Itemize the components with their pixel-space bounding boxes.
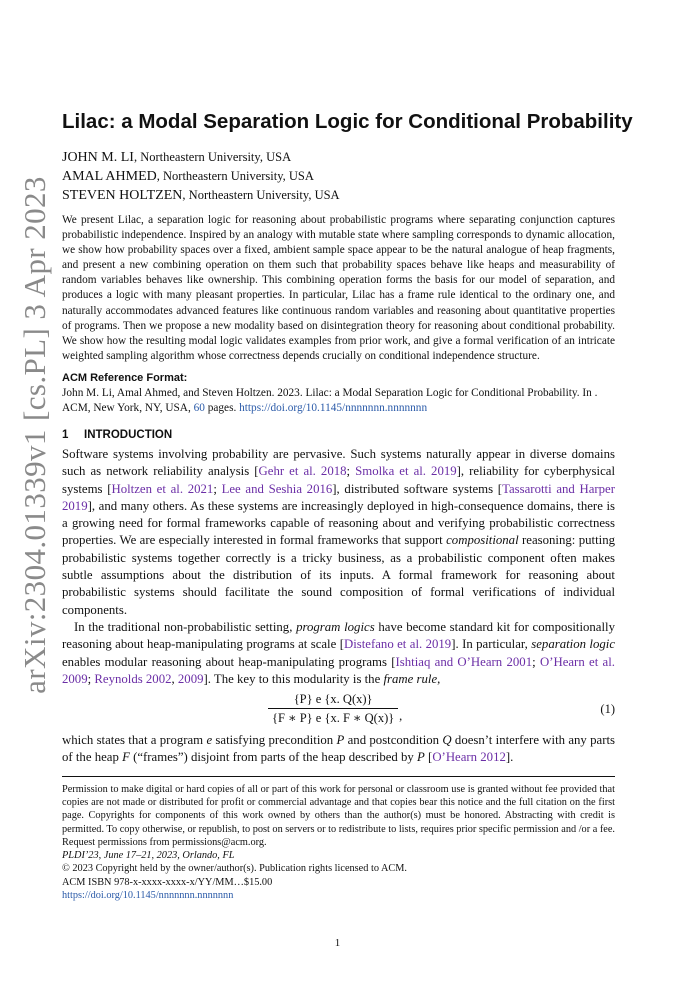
page-number: 1	[334, 937, 341, 949]
author-list	[62, 148, 615, 205]
footnote-doi-link[interactable]: https://doi.org/10.1145/nnnnnnn.nnnnnnn	[62, 890, 234, 902]
footnote-divider	[62, 776, 615, 777]
permission-notice: Permission to make digital or hard copies of all or part of this work for personal or classroom use is granted without fee provided that copies are not made or distributed for profit or commercial advantage and that copies bear this notice and the full citation on the first page. Copyrights for components of this work owned by others than the author(s) must be honored. Abstracting with credit is permitted. To copy otherwise, or republish, to post on servers or to redistribute to lists, requires prior specific permission and /or a fee. Request permissions from permissions@acm.org.	[62, 783, 615, 848]
text-run: [	[424, 750, 433, 765]
citation-link[interactable]: Gehr et al. 2018	[258, 464, 347, 479]
frame-rule-equation	[62, 690, 615, 732]
emphasis: program logics	[296, 619, 375, 634]
citation-link[interactable]: Lee and Seshia 2016	[221, 481, 333, 496]
text-run: satisfying precondition	[212, 733, 337, 748]
text-run: which states that a program	[62, 733, 207, 748]
intro-paragraph-3	[62, 732, 615, 767]
author-entry: JOHN M. LI, Northeastern University, USA	[62, 150, 292, 165]
text-run: ]. The key to this modularity is the	[203, 671, 384, 686]
paper-title: Lilac: a Modal Separation Logic for Conditional Probability	[62, 110, 633, 133]
abstract: We present Lilac, a separation logic for reasoning about probabilistic programs where separating conjunction captures probabilistic independence. Inspired by an analogy with mutable state where sampling corresponds to dynamic allocation, we show how probability spaces over a fixed, ambient sample space appear to be the natural analogue of heap fragments, and present a new combining operation on them such that probability spaces behave like heaps and measurability of random variables behaves like ownership. This combining operation forms the basis for our model of separation, and produces a logic with many pleasant properties. In particular, Lilac has a frame rule identical to the ordinary one, and naturally accommodates advanced features like continuous random variables and reasoning about quantitative properties of programs. Then we propose a new modality based on disintegration theory for reasoning about conditional probability. We show how the resulting modal logic validates examples from prior work, and give a formal verification of an intricate weighted sampling algorithm whose correctness depends crucially on conditional independence structure.	[62, 214, 615, 362]
text-run: ]. In particular,	[451, 637, 532, 652]
citation-link[interactable]: Holtzen et al. 2021	[111, 481, 214, 496]
paper-page	[62, 110, 633, 902]
isbn-line: ACM ISBN 978-x-xxxx-xxxx-x/YY/MM…$15.00	[62, 876, 273, 888]
arxiv-identifier: arXiv:2304.01339v1 [cs.PL] 3 Apr 2023	[17, 176, 52, 694]
equation-denominator: {F ∗ P} e {x. F ∗ Q(x)}	[272, 711, 395, 726]
emphasis: compositional	[446, 533, 519, 548]
author-affiliation: Northeastern University, USA	[163, 169, 314, 183]
doi-link[interactable]: https://doi.org/10.1145/nnnnnnn.nnnnnnn	[239, 401, 428, 414]
citation-link[interactable]: 2009	[177, 671, 204, 686]
intro-paragraph-1	[62, 446, 615, 619]
acm-ref-citation: John M. Li, Amal Ahmed, and Steven Holtzen. 2023. Lilac: a Modal Separation Logic for Conditional Probability. In . ACM, New York, NY, USA,	[62, 386, 598, 414]
text-run: In the traditional non-probabilistic setting,	[74, 619, 297, 634]
math-variable: F	[122, 750, 130, 765]
text-run: reasoning: putting probabilistic systems together correctly is a tricky business, as a probabilistic component often makes subtle assumptions about the distribution of its inputs. A formal framework for reasoning about probabilistic systems should facilitate the sound composition of formal verifications of individual components.	[62, 533, 615, 617]
author-affiliation: Northeastern University, USA	[140, 150, 292, 164]
acm-reference-heading: ACM Reference Format:	[62, 371, 188, 384]
text-run: ], distributed software systems [	[332, 481, 503, 496]
emphasis: separation logic	[531, 637, 616, 652]
citation-link[interactable]: Smolka et al. 2019	[355, 464, 457, 479]
author-name: JOHN M. LI	[62, 150, 134, 165]
inference-fraction	[268, 692, 403, 726]
text-run: ], reliability for cyberphysical systems [	[62, 464, 615, 496]
arxiv-sidebar-stamp	[6, 170, 64, 700]
text-run: ;	[87, 671, 95, 686]
text-run: (“frames”) disjoint from parts of the heap described by	[129, 750, 418, 765]
author-entry: STEVEN HOLTZEN, Northeastern University, USA	[62, 188, 340, 203]
conference-info: PLDI’23, June 17–21, 2023, Orlando, FL	[62, 850, 235, 862]
citation-link[interactable]: Ishtiaq and O’Hearn 2001	[395, 654, 533, 669]
citation-link[interactable]: Tassarotti and Harper 2019	[62, 481, 615, 513]
section-title: INTRODUCTION	[84, 428, 173, 441]
acm-reference-text	[62, 386, 615, 416]
intro-paragraph-2	[62, 619, 615, 688]
author-affiliation: Northeastern University, USA	[188, 188, 340, 202]
citation-link[interactable]: O’Hearn 2012	[432, 750, 506, 765]
text-run: ,	[437, 671, 441, 686]
section-number: 1	[62, 428, 69, 441]
math-variable: P	[417, 750, 425, 765]
text-run: and postcondition	[344, 733, 443, 748]
author-name: AMAL AHMED	[62, 169, 157, 184]
text-run: Software systems involving probability are pervasive. Such systems naturally appear in diverse domains such as network reliability analysis [	[62, 446, 615, 479]
pages-link[interactable]: 60	[193, 401, 205, 414]
fraction-bar	[268, 708, 398, 709]
author-name: STEVEN HOLTZEN	[62, 188, 183, 203]
text-run: ], and many others. As these systems are increasingly deployed in high-consequence domains, there is a growing need for formal frameworks capable of reasoning about and verifying probabilistic correctness properties. We are especially interested in formal frameworks that support	[62, 498, 615, 548]
equation-number: (1)	[600, 702, 615, 717]
citation-link[interactable]: Distefano et al. 2019	[343, 637, 452, 652]
citation-link[interactable]: O’Hearn et al. 2009	[62, 654, 615, 686]
emphasis: frame rule	[383, 671, 438, 686]
acm-ref-pages-label: pages.	[207, 401, 237, 414]
text-run: have become standard kit for compositionally reasoning about heap-manipulating programs at scale [	[62, 619, 615, 652]
math-variable: P	[336, 733, 345, 748]
text-run: ;	[213, 481, 222, 496]
text-run: enables modular reasoning about heap-manipulating programs [	[62, 654, 396, 669]
math-variable: e	[206, 733, 213, 748]
equation-punctuation: ,	[399, 709, 403, 724]
math-variable: Q	[442, 733, 452, 748]
text-run: ;	[346, 464, 356, 479]
text-run: doesn’t interfere with any parts of the heap	[62, 733, 616, 765]
text-run: ].	[505, 750, 514, 765]
text-run: ;	[532, 654, 540, 669]
text-run: ,	[171, 671, 178, 686]
author-entry: AMAL AHMED, Northeastern University, USA	[62, 169, 314, 184]
copyright-notice: © 2023 Copyright held by the owner/author(s). Publication rights licensed to ACM.	[62, 863, 408, 875]
citation-link[interactable]: Reynolds 2002	[94, 671, 172, 686]
equation-numerator: {P} e {x. Q(x)}	[293, 692, 373, 707]
section-heading	[62, 429, 615, 441]
